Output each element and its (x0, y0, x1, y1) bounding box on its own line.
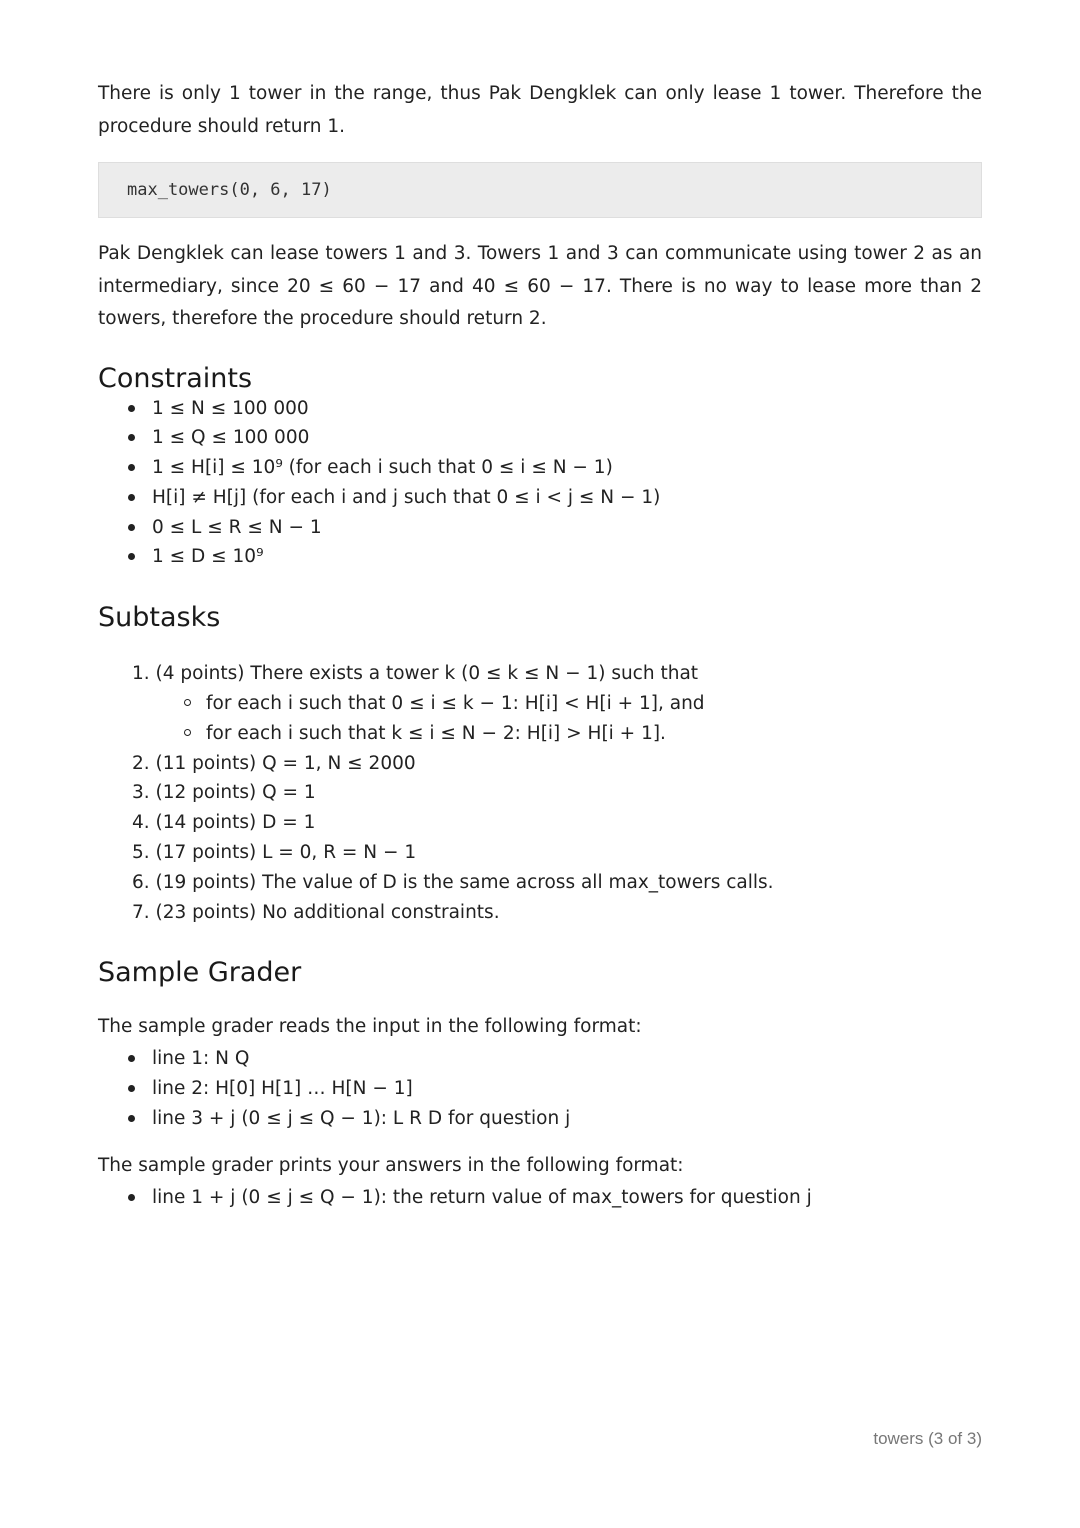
sample-grader-heading: Sample Grader (98, 957, 302, 989)
list-item: for each i such that 0 ≤ i ≤ k − 1: H[i] < H[i + 1], and (206, 689, 982, 719)
code-block (98, 162, 982, 218)
list-item: line 1 + j (0 ≤ j ≤ Q − 1): the return value of max_towers for question j (152, 1183, 982, 1213)
grader-output-intro: The sample grader prints your answers in the following format: (98, 1155, 684, 1177)
page-footer: towers (3 of 3) (873, 1429, 982, 1448)
code-sample-call: max_towers(0, 6, 17) (127, 180, 332, 200)
list-item: H[i] ≠ H[j] (for each i and j such that 0 ≤ i < j ≤ N − 1) (152, 483, 982, 513)
subtask-text: 1. (4 points) There exists a tower k (0 ≤ k ≤ N − 1) such that (132, 663, 699, 685)
sample-explanation-2: Pak Dengklek can lease towers 1 and 3. Towers 1 and 3 can communicate using tower 2 as an intermediary, since 20 ≤ 60 − 17 and 40 ≤ 60 − 17. There is no way to lease more than 2 towers, therefore the procedure should return 2. (98, 243, 982, 329)
subtask-1-conditions (132, 689, 982, 749)
subtask-item: 3. (12 points) Q = 1 (132, 782, 316, 804)
sample-explanation-1: There is only 1 tower in the range, thus Pak Dengklek can only lease 1 tower. Therefore the procedure should return 1. (98, 83, 982, 137)
subtask-item: 5. (17 points) L = 0, R = N − 1 (132, 842, 417, 864)
list-item: line 2: H[0] H[1] … H[N − 1] (152, 1074, 982, 1104)
list-item: 1 ≤ Q ≤ 100 000 (152, 423, 982, 453)
list-item: 1 ≤ H[i] ≤ 10⁹ (for each i such that 0 ≤ i ≤ N − 1) (152, 453, 982, 483)
constraints-list (98, 394, 982, 573)
subtask-item (132, 659, 982, 748)
list-item: 1 ≤ N ≤ 100 000 (152, 394, 982, 424)
subtask-item: 6. (19 points) The value of D is the same across all max_towers calls. (132, 871, 774, 893)
subtasks-list (98, 659, 982, 927)
grader-input-list (98, 1044, 982, 1133)
grader-output-list (98, 1183, 982, 1213)
list-item: for each i such that k ≤ i ≤ N − 2: H[i] > H[i + 1]. (206, 719, 982, 749)
list-item: line 3 + j (0 ≤ j ≤ Q − 1): L R D for question j (152, 1104, 982, 1134)
list-item: 0 ≤ L ≤ R ≤ N − 1 (152, 513, 982, 543)
subtask-item: 2. (11 points) Q = 1, N ≤ 2000 (132, 752, 416, 774)
list-item: 1 ≤ D ≤ 10⁹ (152, 542, 982, 572)
list-item: line 1: N Q (152, 1044, 982, 1074)
document-body (98, 78, 982, 1213)
grader-input-intro: The sample grader reads the input in the following format: (98, 1016, 642, 1038)
constraints-heading: Constraints (98, 362, 253, 394)
subtask-item: 4. (14 points) D = 1 (132, 812, 316, 834)
subtasks-heading: Subtasks (98, 602, 221, 634)
subtask-item: 7. (23 points) No additional constraints. (132, 901, 500, 923)
